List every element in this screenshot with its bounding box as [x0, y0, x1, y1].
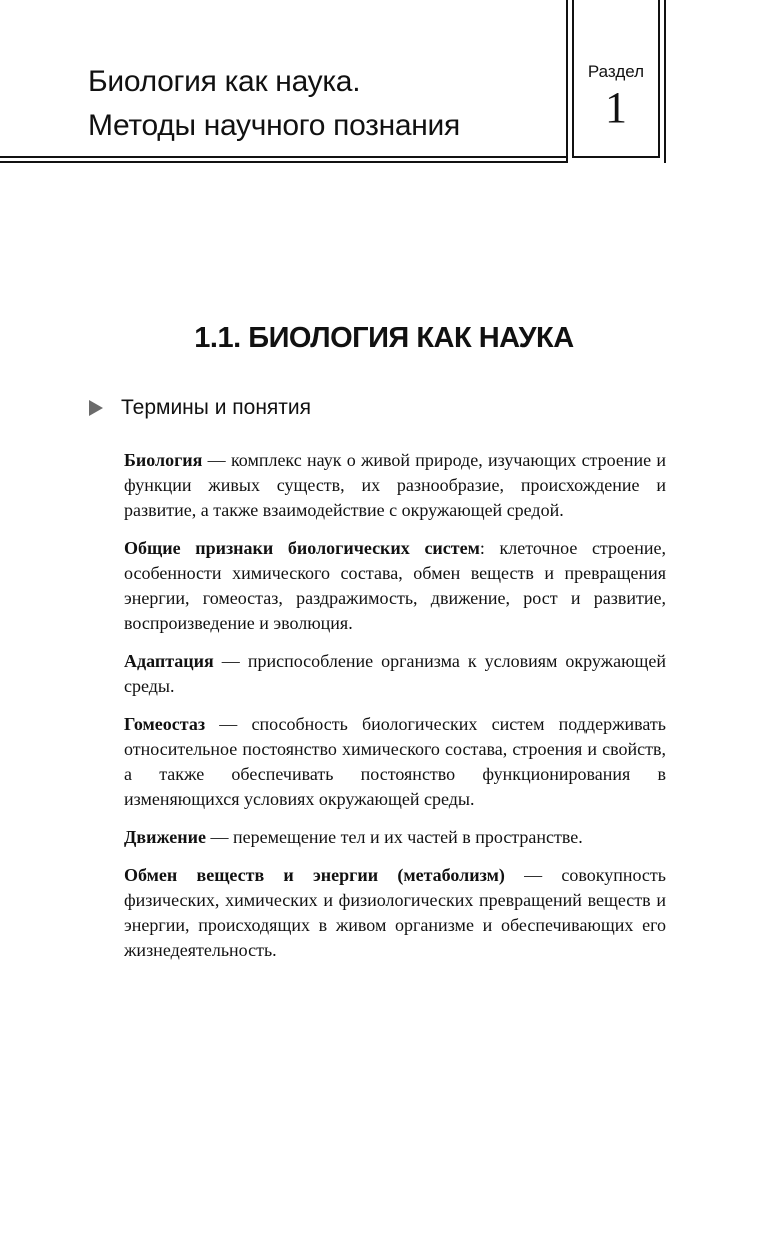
term-name: Движение [124, 827, 207, 847]
chapter-title-line-2: Методы научного познания [88, 109, 460, 142]
section-number: 1 [605, 83, 627, 132]
term-name: Адаптация [124, 651, 214, 671]
term-separator: — [213, 651, 248, 671]
chapter-title [88, 60, 460, 148]
term-paragraph [124, 863, 666, 963]
chapter-title-line-1: Биология как наука. [88, 65, 361, 98]
term-paragraph [124, 825, 666, 850]
term-paragraph [124, 712, 666, 812]
term-definition: клеточное строение, особенности химического состава, обмен веществ и превращения энергии, гомеостаз, раздражимость, движение, рост и развитие, воспроизведение и эволюция. [124, 538, 666, 633]
term-separator: — [202, 450, 231, 470]
term-paragraph [124, 649, 666, 699]
triangle-bullet-icon [89, 400, 103, 416]
term-separator: — [206, 827, 234, 847]
term-separator: : [479, 538, 500, 558]
terms-heading-label: Термины и понятия [121, 396, 312, 419]
topic-title: 1.1. БИОЛОГИЯ КАК НАУКА [194, 322, 574, 354]
term-definition: комплекс наук о живой природе, изучающих строение и функции живых существ, их разнообразие, происхождение и развитие, а также взаимодействие с окружающей средой. [124, 450, 667, 520]
terms-list [124, 448, 666, 976]
section-box-inner [572, 0, 660, 158]
section-box [566, 0, 666, 163]
term-definition: перемещение тел и их частей в пространстве. [233, 827, 583, 847]
term-separator: — [205, 714, 252, 734]
term-name: Биология [124, 450, 203, 470]
term-paragraph [124, 448, 666, 523]
section-label: Раздел [587, 62, 645, 81]
term-definition: способность биологических систем поддерживать относительное постоянство химического состава, строения и свойств, а также обеспечивать постоянство функционирования в изменяющихся условиях окружающей среды. [124, 714, 667, 809]
term-separator: — [504, 865, 562, 885]
chapter-header [0, 0, 666, 165]
term-definition: приспособление организма к условиям окружающей среды. [124, 651, 667, 696]
term-name: Гомеостаз [124, 714, 206, 734]
terms-heading [89, 396, 311, 420]
term-name: Обмен веществ и энергии (метаболизм) [124, 865, 505, 885]
term-paragraph [124, 536, 666, 636]
term-name: Общие признаки биологических систем [124, 538, 480, 558]
term-definition: совокупность физических, химических и физиологических превращений веществ и энергии, происходящих в живом организме и обеспечивающих его жизнедеятельность. [124, 865, 666, 960]
